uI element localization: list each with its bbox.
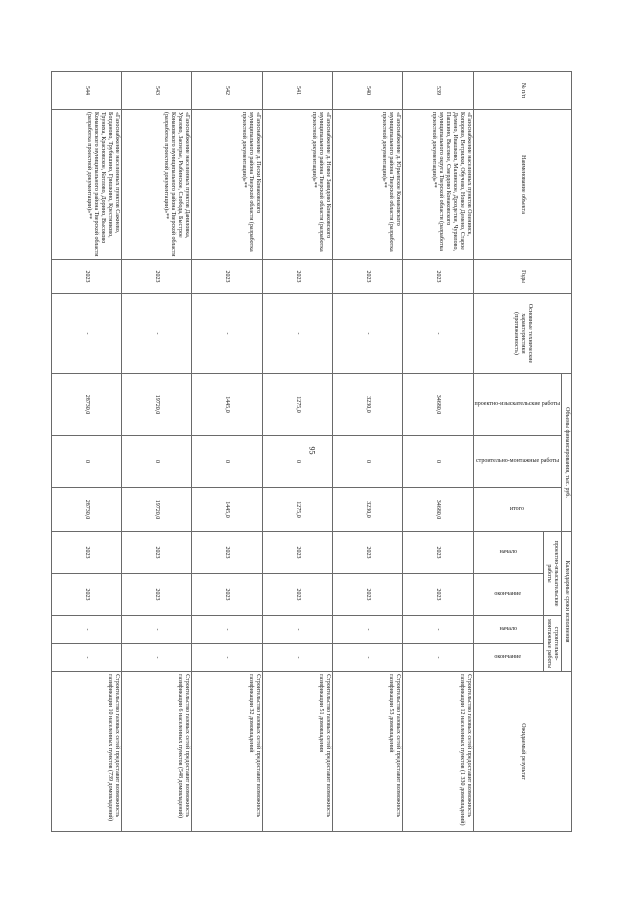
table-row	[403, 72, 473, 832]
table-row	[262, 72, 332, 832]
header-dl-constr-end	[473, 644, 543, 672]
header-fin-design-text: проектно-изыскательские работы	[474, 401, 560, 407]
row-design-start: 2023	[192, 532, 262, 574]
row-result: Строительство газовых сетей предоставит возможность газификации 51 домовладения	[262, 672, 332, 832]
row-fin-design: 28730,0	[51, 374, 121, 436]
row-fin-design: 34680,0	[403, 374, 473, 436]
row-tech: -	[332, 294, 402, 374]
row-fin-construction: 0	[332, 436, 402, 488]
table-row	[121, 72, 191, 832]
header-dl-construction: строительно-монтажные работы	[543, 616, 561, 672]
financing-table	[51, 71, 572, 832]
row-num: 539	[403, 72, 473, 110]
row-design-start: 2023	[121, 532, 191, 574]
row-fin-construction: 0	[51, 436, 121, 488]
row-years: 2023	[262, 260, 332, 294]
row-fin-design: 1445,0	[192, 374, 262, 436]
row-design-end: 2023	[332, 574, 402, 616]
header-num: № п/п	[473, 72, 571, 110]
row-fin-design: 19720,0	[121, 374, 191, 436]
row-fin-total: 34680,0	[403, 488, 473, 532]
row-result: Строительство газовых сетей предоставит возможность газификации 12 населенных пунктов (1 330 домовладений)	[403, 672, 473, 832]
table-body	[51, 72, 473, 832]
row-name: «Газоснабжение д. Пески Конаковского муниципального района Тверской области (разработка проектной документации)»**	[192, 110, 262, 260]
row-constr-end: -	[403, 644, 473, 672]
header-fin-design	[473, 374, 561, 436]
row-fin-design: 1275,0	[262, 374, 332, 436]
header-dl-constr-start	[473, 616, 543, 644]
row-constr-start: -	[192, 616, 262, 644]
row-fin-total: 28730,0	[51, 488, 121, 532]
header-fin-construction	[473, 436, 561, 488]
table-row	[332, 72, 402, 832]
row-design-start: 2023	[403, 532, 473, 574]
row-constr-start: -	[121, 616, 191, 644]
row-tech: -	[403, 294, 473, 374]
header-fin-total	[473, 488, 561, 532]
row-fin-total: 1275,0	[262, 488, 332, 532]
row-constr-start: -	[403, 616, 473, 644]
row-name: «Газоснабжение д. Новое Завидово Конаковского муниципального района Тверской области (разработка проектной документации)»**	[262, 110, 332, 260]
row-fin-total: 19720,0	[121, 488, 191, 532]
row-constr-start: -	[332, 616, 402, 644]
row-years: 2023	[332, 260, 402, 294]
row-fin-construction: 0	[262, 436, 332, 488]
table-row	[192, 72, 262, 832]
header-fin-total-text: итого	[510, 506, 525, 513]
row-years: 2023	[192, 260, 262, 294]
row-design-end: 2023	[403, 574, 473, 616]
header-end-text: окончание	[494, 591, 522, 598]
row-num: 542	[192, 72, 262, 110]
row-constr-end: -	[192, 644, 262, 672]
header-start-text: начало	[499, 626, 517, 633]
page-number: 95	[307, 446, 317, 455]
table-row	[51, 72, 121, 832]
row-design-start: 2023	[262, 532, 332, 574]
row-tech: -	[192, 294, 262, 374]
row-constr-end: -	[121, 644, 191, 672]
row-constr-start: -	[262, 616, 332, 644]
header-dl-design: проектно-изыскательские работы	[543, 532, 561, 616]
header-result: Ожидаемый результат	[473, 672, 571, 832]
row-result: Строительство газовых сетей предоставит возможность газификации 53 домовладений	[332, 672, 402, 832]
row-fin-design: 3230,0	[332, 374, 402, 436]
row-years: 2023	[403, 260, 473, 294]
row-design-end: 2023	[121, 574, 191, 616]
row-fin-total: 3230,0	[332, 488, 402, 532]
row-num: 543	[121, 72, 191, 110]
row-tech: -	[121, 294, 191, 374]
row-num: 541	[262, 72, 332, 110]
row-constr-start: -	[51, 616, 121, 644]
row-constr-end: -	[262, 644, 332, 672]
header-dl-design-start	[473, 532, 543, 574]
header-end-text: окончание	[494, 654, 522, 661]
row-tech: -	[51, 294, 121, 374]
row-fin-construction: 0	[192, 436, 262, 488]
row-result: Строительство газовых сетей предоставит возможность газификации 10 населенных пунктов (739 домовладений)	[51, 672, 121, 832]
row-name: «Газоснабжение населенных пунктов Даниловка, Уразово, Заозерье, Рыбинское, Слобода, Быстрое Конаковского муниципального района Тверской области (разработка проектной документации)»**	[121, 110, 191, 260]
row-design-start: 2023	[332, 532, 402, 574]
row-constr-end: -	[51, 644, 121, 672]
header-dl-design-end	[473, 574, 543, 616]
row-constr-end: -	[332, 644, 402, 672]
row-design-start: 2023	[51, 532, 121, 574]
header-name: Наименование объекта	[473, 110, 571, 260]
row-years: 2023	[51, 260, 121, 294]
header-tech: Основные технические характеристики (протяженность)	[473, 294, 571, 374]
header-financing: Объемы финансирования, тыс. руб.	[562, 374, 572, 532]
row-result: Строительство газовых сетей предоставит возможность газификации 32 домовладений	[192, 672, 262, 832]
row-name: «Газоснабжение д. Юрьевское Конаковского муниципального района Тверской области (разработка проектной документации)»**	[332, 110, 402, 260]
header-years: Годы	[473, 260, 571, 294]
row-design-end: 2023	[51, 574, 121, 616]
row-fin-construction: 0	[403, 436, 473, 488]
row-result: Строительство газовых сетей предоставит возможность газификации 6 населенных пунктов (548 домовладений)	[121, 672, 191, 832]
row-name: «Газоснабжение населенных пунктов Сажнево, Богданово, Трубишино, Гришкино, Крестниково, Труниха, Красновское, Котлово, Дорино, Высоково Конаковского муниципального района Тверской области (разработка проектной документации)»**	[51, 110, 121, 260]
header-deadlines: Календарные сроки исполнения	[562, 532, 572, 672]
row-name: «Газоснабжение населенных пунктов Оленинск, Копорово, Ветрилки, Обучево, Новое Демено, Старое Демено, Ивашково, Малинское, Дроздетки, Чурилово, Пашкино, Высокое, Смердово Конаковского муниципального округа Тверской области (разработка проектной документации)»**	[403, 110, 473, 260]
row-num: 540	[332, 72, 402, 110]
row-years: 2023	[121, 260, 191, 294]
row-design-end: 2023	[192, 574, 262, 616]
row-fin-total: 1445,0	[192, 488, 262, 532]
row-num: 544	[51, 72, 121, 110]
row-design-end: 2023	[262, 574, 332, 616]
row-tech: -	[262, 294, 332, 374]
row-fin-construction: 0	[121, 436, 191, 488]
rotated-table-wrapper	[52, 71, 572, 831]
header-fin-construction-text: строительно-монтажные работы	[475, 458, 559, 464]
header-start-text: начало	[499, 549, 517, 556]
